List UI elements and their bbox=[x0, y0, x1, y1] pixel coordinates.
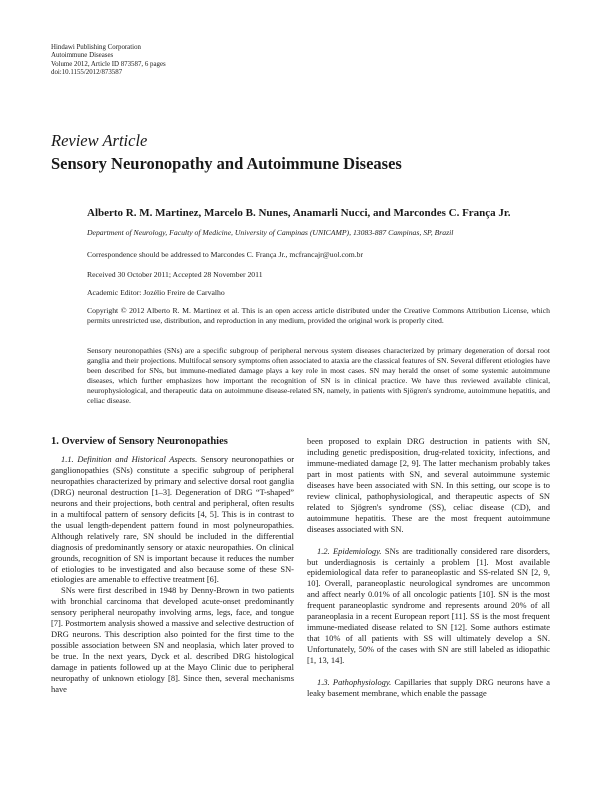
left-column bbox=[51, 436, 294, 695]
right-column bbox=[307, 436, 550, 699]
paragraph-text: Sensory neuronopathies or ganglionopathies (SNs) constitute a specific subgroup of peripheral neuropathies characterized by primary and selective dorsal root ganglia (DRG) neuronal destruction [1–3]. Degeneration of DRG “T-shaped” neurons and their projections, both central and peripheral, often results in a multifocal pattern of sensory deficits [4, 5]. This is in contrast to the usual length-dependent pattern found in most polyneuropathies. Although relatively rare, SN should be included in the differential diagnosis of predominantly sensory or ataxic neuropathies. On clinical grounds, recognition of SN is important because it reduces the number of etiologies to be investigated and also because some of these SN-etiologies are amenable to effective treatment [6]. bbox=[51, 454, 295, 585]
paragraph-text: SNs are traditionally considered rare disorders, but underdiagnosis is certainly a problem [1]. Most available epidemiological data refer to paraneoplastic and SS-related SN [2, 9, 10]. Overall, paraneoplastic neurological syndromes are uncommon and affect nearly 0.01% of all oncologic patients [10]. SN is the most frequent paraneoplastic syndrome and represents around 20% of all paraneoplasia in a recent European report [11]. SS is the most frequent immune-mediated disease related to SN [12]. Some authors estimate that 10% of all patients with SS will ultimately develop a SN. Unfortunately, 50% of the cases with SN are still labeled as idiopathic [1, 13, 14]. bbox=[307, 545, 550, 666]
subsection-heading: 1.3. Pathophysiology. bbox=[317, 677, 392, 688]
article-type: Review Article bbox=[51, 131, 148, 150]
paragraph bbox=[51, 454, 294, 585]
subsection-heading: 1.1. Definition and Historical Aspects. bbox=[61, 454, 198, 464]
academic-editor: Academic Editor: Jozélio Freire de Carvalho bbox=[87, 288, 225, 297]
paragraph bbox=[307, 546, 550, 666]
paragraph: been proposed to explain DRG destruction in patients with SN, including genetic predisposition, drug-related toxicity, infections, and immune-mediated damage [2, 9]. The latter mechanism probably takes part in most patients with SN, and several autoimmune systemic diseases have been associated with SN. In this setting, our scope is to review clinical, pathophysiological, and therapeutic aspects of SN related to Sjögren's syndrome (SS), celiac disease (CD), and autoimmune hepatitis. These are the most frequent autoimmune diseases associated with SN. bbox=[307, 436, 550, 534]
paragraph-text: Capillaries that supply DRG neurons have a leaky basement membrane, which enable the passage bbox=[307, 677, 550, 699]
correspondence: Correspondence should be addressed to Marcondes C. França Jr., mcfrancajr@uol.com.br bbox=[87, 250, 364, 259]
doi: doi:10.1155/2012/873587 bbox=[51, 69, 123, 77]
journal-header bbox=[51, 44, 166, 78]
abstract: Sensory neuronopathies (SNs) are a specific subgroup of peripheral nervous system diseases characterized by primary degeneration of dorsal root ganglia and their projections. Multifocal sensory symptoms often associated to ataxia are the classical features of SN. Several different etiologies have been described for SNs, but immune-mediated damage plays a key role in most cases. SN may herald the onset of some systemic autoimmune diseases, which further emphasizes how important the recognition of SN is in clinical practice. We have thus reviewed available clinical, neurophysiological, and therapeutic data on autoimmune disease-related SN, namely, in patients with Sjögren's syndrome, autoimmune hepatitis, and celiac disease. bbox=[87, 346, 550, 405]
journal-name: Autoimmune Diseases bbox=[51, 52, 114, 60]
subsection-heading: 1.2. Epidemiology. bbox=[317, 545, 382, 556]
received-accepted-dates: Received 30 October 2011; Accepted 28 November 2011 bbox=[87, 270, 263, 279]
copyright-notice: Copyright © 2012 Alberto R. M. Martinez et al. This is an open access article distributed under the Creative Commons Attribution License, which permits unrestricted use, distribution, and reproduction in any medium, provided the original work is properly cited. bbox=[87, 306, 550, 325]
paragraph: SNs were first described in 1948 by Denny-Brown in two patients with bronchial carcinoma that developed acute-onset predominantly sensory peripheral neuropathy involving arms, legs, face, and tongue [7]. Postmortem analysis showed a massive and selective destruction of DRG neurons. This description also pointed for the first time to the possible association between SN and neoplasia, which later proved to be true. In the next years, Dyck et al. described DRG histological damage in patients followed up at the Mayo Clinic due to peripheral neuropathy of unknown etiology [8]. Since then, several mechanisms have bbox=[51, 585, 294, 695]
publisher: Hindawi Publishing Corporation bbox=[51, 44, 141, 51]
affiliation: Department of Neurology, Faculty of Medicine, University of Campinas (UNICAMP), 13083-887 Campinas, SP, Brazil bbox=[87, 228, 454, 237]
paper-title: Sensory Neuronopathy and Autoimmune Diseases bbox=[51, 154, 402, 173]
section-heading: 1. Overview of Sensory Neuronopathies bbox=[51, 436, 228, 447]
author-list: Alberto R. M. Martinez, Marcelo B. Nunes, Anamarli Nucci, and Marcondes C. França Jr. bbox=[87, 207, 511, 219]
volume-info: Volume 2012, Article ID 873587, 6 pages bbox=[51, 60, 166, 68]
paragraph bbox=[307, 677, 550, 699]
